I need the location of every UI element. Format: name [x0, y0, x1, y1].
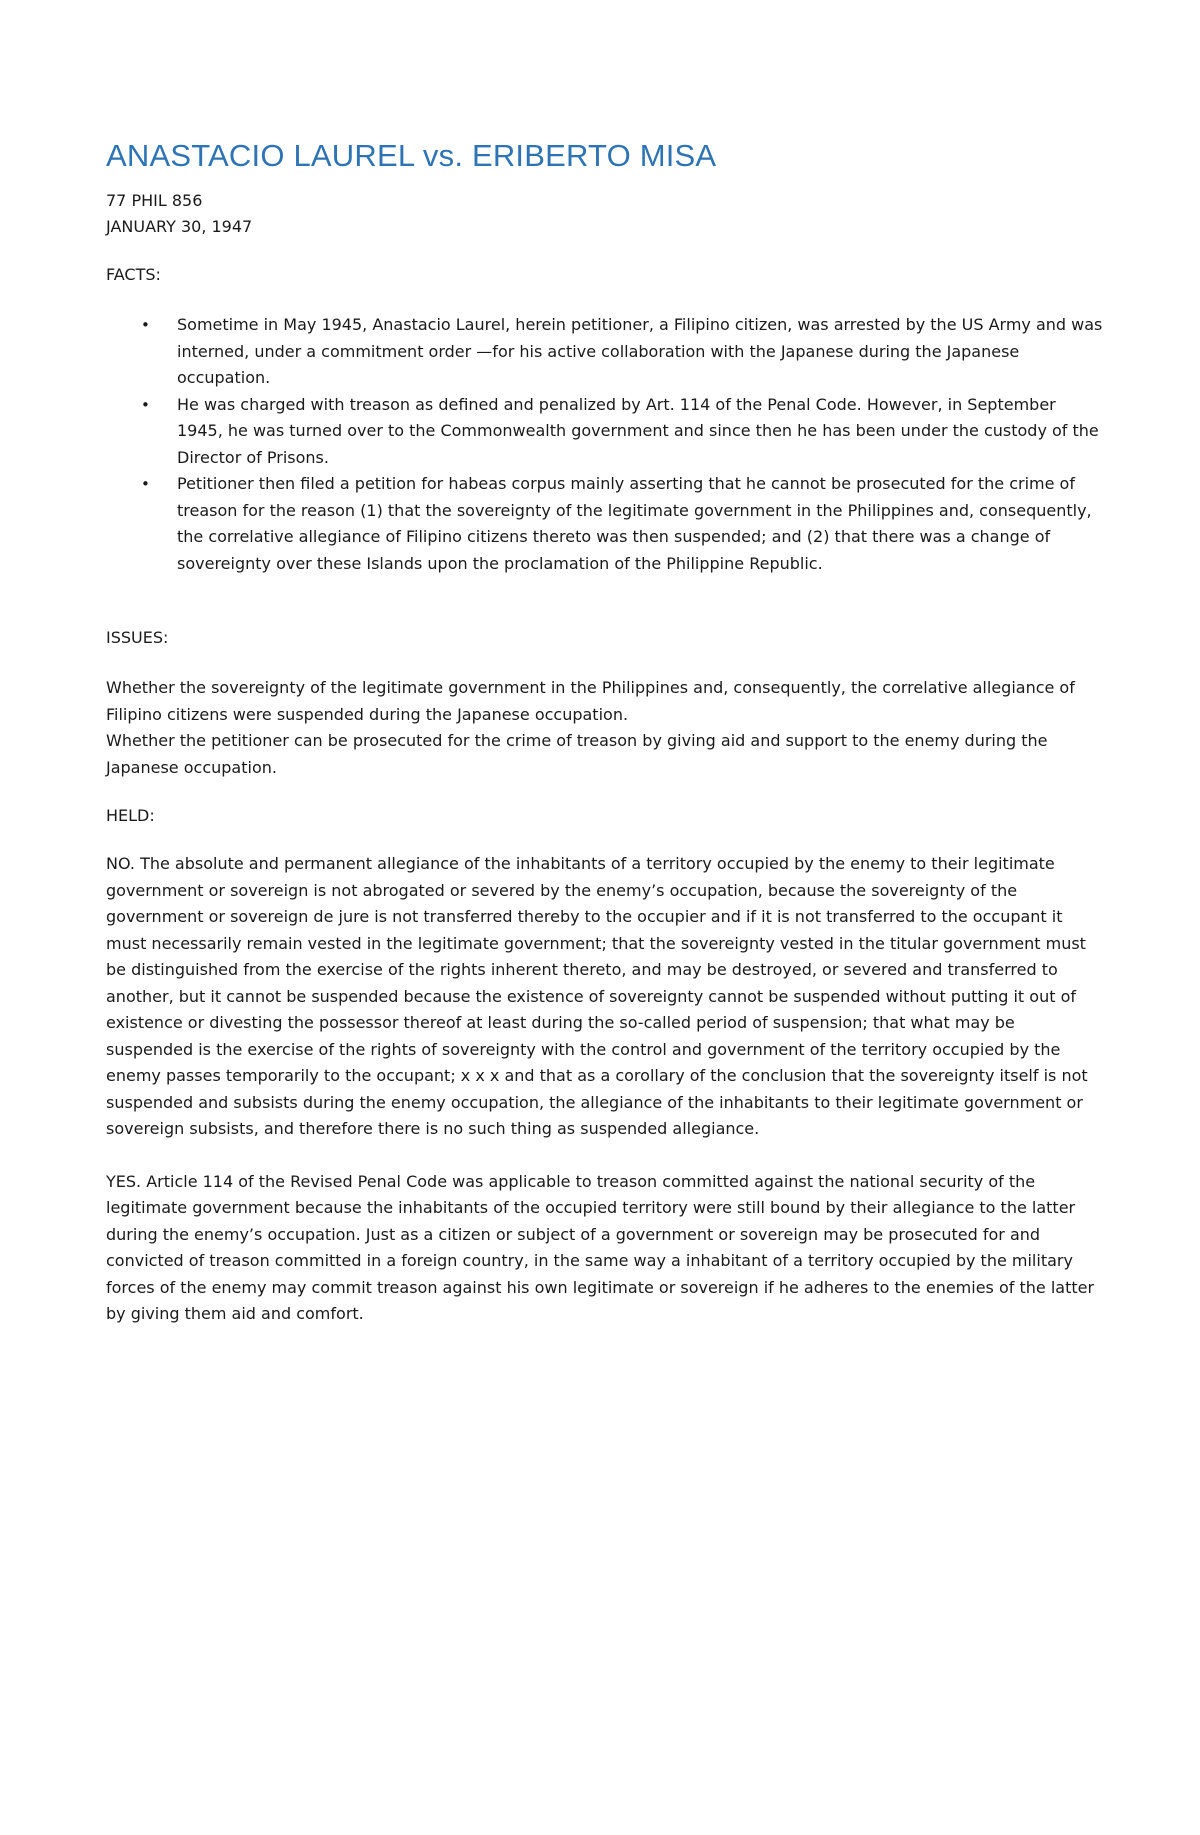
facts-item [141, 392, 1106, 472]
facts-item-text: Petitioner then filed a petition for habeas corpus mainly asserting that he cannot be prosecuted for the crime of treason for the reason (1) that the sovereignty of the legitimate government in the Philippines and, consequently, the correlative allegiance of Filipino citizens thereto was then suspended; and (2) that there was a change of sovereignty over these Islands upon the proclamation of the Philippine Republic. [177, 474, 1092, 573]
case-title: ANASTACIO LAUREL vs. ERIBERTO MISA [106, 138, 717, 173]
bullet-icon: • [141, 395, 150, 414]
issue-item: Whether the petitioner can be prosecuted for the crime of treason by giving aid and support to the enemy during the Japanese occupation. [106, 731, 1048, 777]
case-date: JANUARY 30, 1947 [106, 217, 253, 236]
document-page [106, 138, 1106, 1328]
held-section [106, 851, 1106, 1328]
issue-item: Whether the sovereignty of the legitimate government in the Philippines and, consequently, the correlative allegiance of Filipino citizens were suspended during the Japanese occupation. [106, 678, 1075, 724]
facts-heading: FACTS: [106, 265, 161, 284]
bullet-icon: • [141, 316, 150, 334]
facts-list [106, 312, 1106, 577]
issues-heading: ISSUES: [106, 628, 169, 647]
issues-list [106, 675, 1106, 781]
case-citation: 77 PHIL 856 [106, 191, 203, 210]
facts-item-text: Sometime in May 1945, Anastacio Laurel, herein petitioner, a Filipino citizen, was arrested by the US Army and was interned, under a commitment order —for his active collaboration with the Japanese during the Japanese occupation. [177, 315, 1103, 387]
bullet-icon: • [141, 475, 150, 493]
held-heading: HELD: [106, 806, 155, 825]
facts-item [141, 471, 1106, 577]
held-paragraph-yes: YES. Article 114 of the Revised Penal Code was applicable to treason committed against the national security of the legitimate government because the inhabitants of the occupied territory were still bound by their allegiance to the latter during the enemy’s occupation. Just as a citizen or subject of a government or sovereign may be prosecuted for and convicted of treason committed in a foreign country, in the same way a inhabitant of a territory occupied by the military forces of the enemy may commit treason against his own legitimate or sovereign if he adheres to the enemies of the latter by giving them aid and comfort. [106, 1171, 1095, 1323]
held-paragraph-no: NO. The absolute and permanent allegiance of the inhabitants of a territory occupied by the enemy to their legitimate government or sovereign is not abrogated or severed by the enemy’s occupation, because the sovereignty of the government or sovereign de jure is not transferred thereby to the occupier and if it is not transferred to the occupant it must necessarily remain vested in the legitimate government; that the sovereignty vested in the titular government must be distinguished from the exercise of the rights inherent thereto, and may be destroyed, or severed and transferred to another, but it cannot be suspended because the existence of sovereignty cannot be suspended without putting it out of existence or divesting the possessor thereof at least during the so-called period of suspension; that what may be suspended is the exercise of the rights of sovereignty with the control and government of the territory occupied by the enemy passes temporarily to the occupant; x x x and that as a corollary of the conclusion that the sovereignty itself is not suspended and subsists during the enemy occupation, the allegiance of the inhabitants to their legitimate government or sovereign subsists, and therefore there is no such thing as suspended allegiance. [106, 854, 1088, 1138]
facts-item-text: He was charged with treason as defined and penalized by Art. 114 of the Penal Code. However, in September 1945, he was turned over to the Commonwealth government and since then he has been under the custody of the Director of Prisons. [177, 394, 1099, 467]
facts-item [141, 312, 1106, 392]
